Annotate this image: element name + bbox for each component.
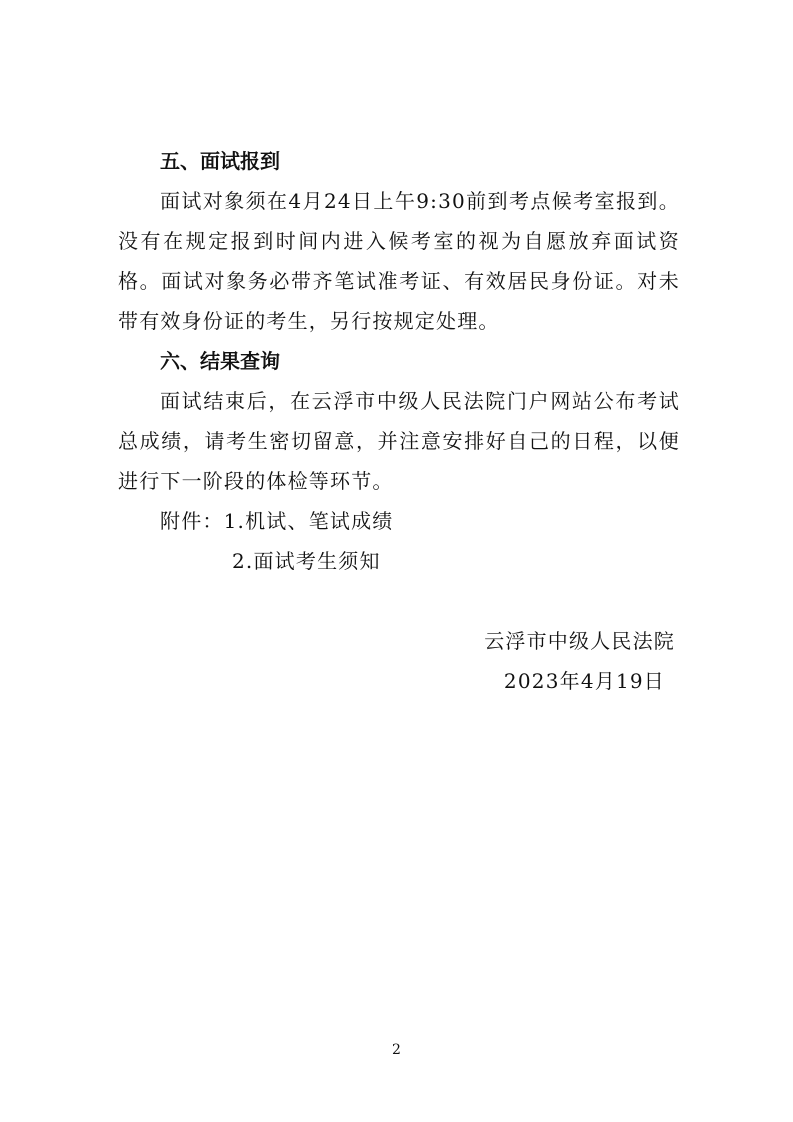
page-number: 2 xyxy=(392,1042,401,1058)
signature-date: 2023年4月19日 xyxy=(503,669,665,693)
attachments-line xyxy=(160,506,394,536)
section-heading-results: 六、结果查询 xyxy=(160,349,280,373)
section-body-report: 面试对象须在4月24日上午9:30前到考点候考室报到。没有在规定报到时间内进入候考室的视为自愿放弃面试资格。面试对象务必带齐笔试准考证、有效居民身份证。对未带有效身份证的考生，另行按规定处理。 xyxy=(118,189,680,333)
section-body-results: 面试结束后，在云浮市中级人民法院门户网站公布考试总成绩，请考生密切留意，并注意安排好自己的日程，以便进行下一阶段的体检等环节。 xyxy=(118,389,680,493)
attachment-item-1: 1.机试、笔试成绩 xyxy=(223,509,394,533)
signature-org: 云浮市中级人民法院 xyxy=(484,629,675,653)
attachment-item-2: 2.面试考生须知 xyxy=(232,549,381,573)
attachments-label: 附件： xyxy=(160,509,224,533)
section-heading-report: 五、面试报到 xyxy=(160,149,280,173)
